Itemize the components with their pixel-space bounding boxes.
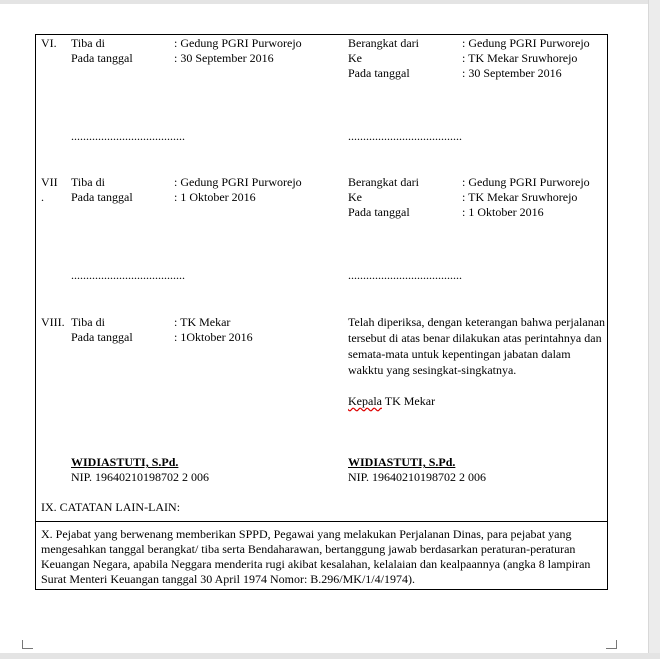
note-line: mengesahkan tanggal berangkat/ tiba serta Bendaharawan, bertanggung jawab berdasarkan peraturan-peraturan (41, 542, 576, 556)
date-value: : 1 Oktober 2016 (174, 190, 256, 204)
depart-value: : Gedung PGRI Purworejo (462, 36, 590, 50)
vertical-scrollbar[interactable] (648, 0, 660, 659)
date-label: Pada tanggal (71, 330, 133, 344)
depart-label: Berangkat dari (348, 36, 419, 50)
signer-name: WIDIASTUTI, S.Pd. (348, 455, 456, 469)
depart-label: Berangkat dari (348, 175, 419, 189)
signer-name: WIDIASTUTI, S.Pd. (71, 455, 179, 469)
head-title-rest: TK Mekar (381, 394, 436, 408)
date-value: : 30 September 2016 (462, 66, 562, 80)
date-value: : 1Oktober 2016 (174, 330, 253, 344)
table-border-left (35, 34, 36, 590)
section-number: VI. (41, 36, 57, 50)
arrive-label: Tiba di (71, 36, 105, 50)
note-line: Keuangan Negara, apabila Neggara menderita rugi akibat kesalahan, kelalaian dan kealpaannya (angka 8 lampiran (41, 557, 591, 571)
date-label: Pada tanggal (348, 205, 410, 219)
signer-nip: NIP. 19640210198702 2 006 (348, 470, 487, 484)
signature-dots: ...................................... (71, 268, 185, 282)
statement-line: Telah diperiksa, dengan keterangan bahwa perjalanan (348, 315, 606, 329)
date-label: Pada tanggal (71, 190, 133, 204)
section-number: VII (41, 175, 58, 189)
arrive-label: Tiba di (71, 175, 105, 189)
table-border-top (35, 34, 608, 35)
date-label: Pada tanggal (348, 66, 410, 80)
signature-dots: ...................................... (348, 129, 462, 143)
signature-dots: ...................................... (71, 129, 185, 143)
head-title (348, 394, 435, 409)
statement-line: semata-mata untuk kepentingan jabatan dalam (348, 347, 571, 361)
section-number: VIII. (41, 315, 65, 329)
statement-line: tersebut di atas benar dilakukan atas perintahnya dan (348, 331, 602, 345)
table-border-right (607, 34, 608, 590)
window-frame-top (0, 0, 660, 4)
arrive-label: Tiba di (71, 315, 105, 329)
crop-mark-icon (22, 640, 33, 649)
section-number-dot: . (41, 190, 44, 204)
section-ix-bottom-line (35, 521, 608, 522)
arrive-value: : Gedung PGRI Purworejo (174, 36, 302, 50)
to-value: : TK Mekar Sruwhorejo (462, 190, 578, 204)
signature-dots: ...................................... (348, 268, 462, 282)
arrive-value: : TK Mekar (174, 315, 231, 329)
note-line: X. Pejabat yang berwenang memberikan SPPD, Pegawai yang melakukan Perjalanan Dinas, para pejabat yang (41, 527, 572, 541)
depart-value: : Gedung PGRI Purworejo (462, 175, 590, 189)
section-ix-label: IX. CATATAN LAIN-LAIN: (41, 500, 181, 514)
date-label: Pada tanggal (71, 51, 133, 65)
note-line: Surat Menteri Keuangan tanggal 30 April 1974 Nomor: B.296/MK/1/4/1974). (41, 572, 415, 586)
to-label: Ke (348, 51, 362, 65)
crop-mark-icon (606, 640, 617, 649)
signer-nip: NIP. 19640210198702 2 006 (71, 470, 210, 484)
statement-line: wakktu yang sesingkat-singkatnya. (348, 363, 517, 377)
arrive-value: : Gedung PGRI Purworejo (174, 175, 302, 189)
to-label: Ke (348, 190, 362, 204)
date-value: : 1 Oktober 2016 (462, 205, 544, 219)
date-value: : 30 September 2016 (174, 51, 274, 65)
to-value: : TK Mekar Sruwhorejo (462, 51, 578, 65)
table-border-bottom (35, 589, 608, 590)
window-frame-bottom (0, 653, 660, 659)
head-title-word: Kepala (348, 394, 382, 408)
